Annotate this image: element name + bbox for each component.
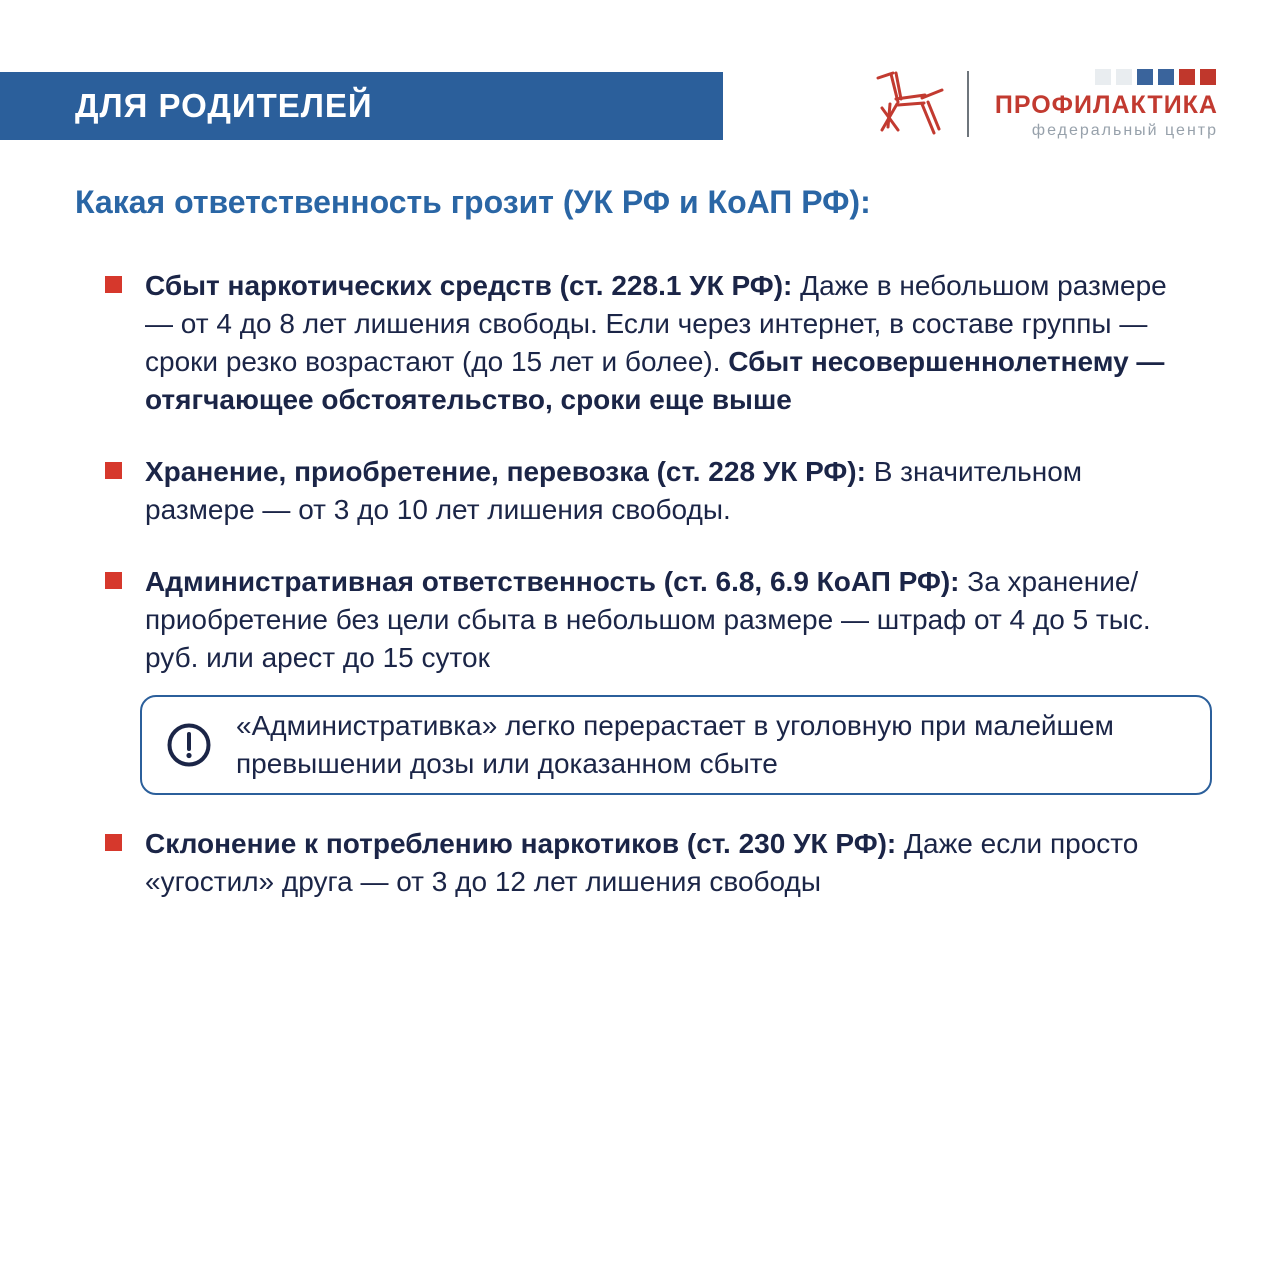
- logo-squares: [1095, 69, 1216, 85]
- logo-brand: ПРОФИЛАКТИКА: [994, 90, 1218, 119]
- bullet-square-icon: [105, 462, 122, 479]
- callout-text: «Административка» легко перерастает в уголовную при малейшем превышении дозы или доказанном сбыте: [236, 710, 1114, 779]
- bullet-list-bottom: [105, 825, 1175, 901]
- bullet-text: Хранение, приобретение, перевозка (ст. 228 УК РФ): В значительном размере — от 3 до 10 лет лишения свободы.: [145, 456, 1083, 525]
- logo-subtitle: федеральный центр: [1031, 121, 1218, 139]
- list-item: [105, 825, 1175, 901]
- list-item: [105, 267, 1175, 419]
- bullet-square-icon: [105, 572, 122, 589]
- bullet-text: Административная ответственность (ст. 6.8, 6.9 КоАП РФ): За хранение/приобретение без цели сбыта в небольшом размере — штраф от 4 до 5 тыс. руб. или арест до 15 суток: [145, 566, 1151, 673]
- section-banner-label: ДЛЯ РОДИТЕЛЕЙ: [75, 87, 373, 124]
- bullet-text: Склонение к потреблению наркотиков (ст. 230 УК РФ): Даже если просто «угостил» друга — от 3 до 12 лет лишения свободы: [145, 828, 1139, 897]
- main-content: [75, 183, 1215, 901]
- list-item: [105, 563, 1175, 677]
- bullet-text: Сбыт наркотических средств (ст. 228.1 УК РФ): Даже в небольшом размере — от 4 до 8 лет лишения свободы. Если через интернет, в составе группы — сроки резко возрастают (до 15 лет и более). Сбыт несовершеннолетнему — отягчающее обстоятельство, сроки еще выше: [145, 270, 1167, 415]
- logo-square: [1137, 69, 1153, 85]
- bullet-list-top: [105, 267, 1175, 677]
- logo-block: [873, 60, 1218, 148]
- page-title: Какая ответственность грозит (УК РФ и КоАП РФ):: [75, 184, 871, 220]
- logo-text: [995, 69, 1218, 140]
- logo-square: [1200, 69, 1216, 85]
- logo-square: [1179, 69, 1195, 85]
- logo-square: [1095, 69, 1111, 85]
- warning-callout: [140, 695, 1212, 795]
- horse-logo-icon: [873, 61, 945, 147]
- logo-square: [1158, 69, 1174, 85]
- logo-divider: [967, 71, 969, 137]
- exclamation-circle-icon: [165, 721, 213, 769]
- section-banner: [0, 72, 723, 140]
- list-item: [105, 453, 1175, 529]
- callout-icon-box: [142, 721, 236, 769]
- bullet-square-icon: [105, 276, 122, 293]
- bullet-square-icon: [105, 834, 122, 851]
- logo-square: [1116, 69, 1132, 85]
